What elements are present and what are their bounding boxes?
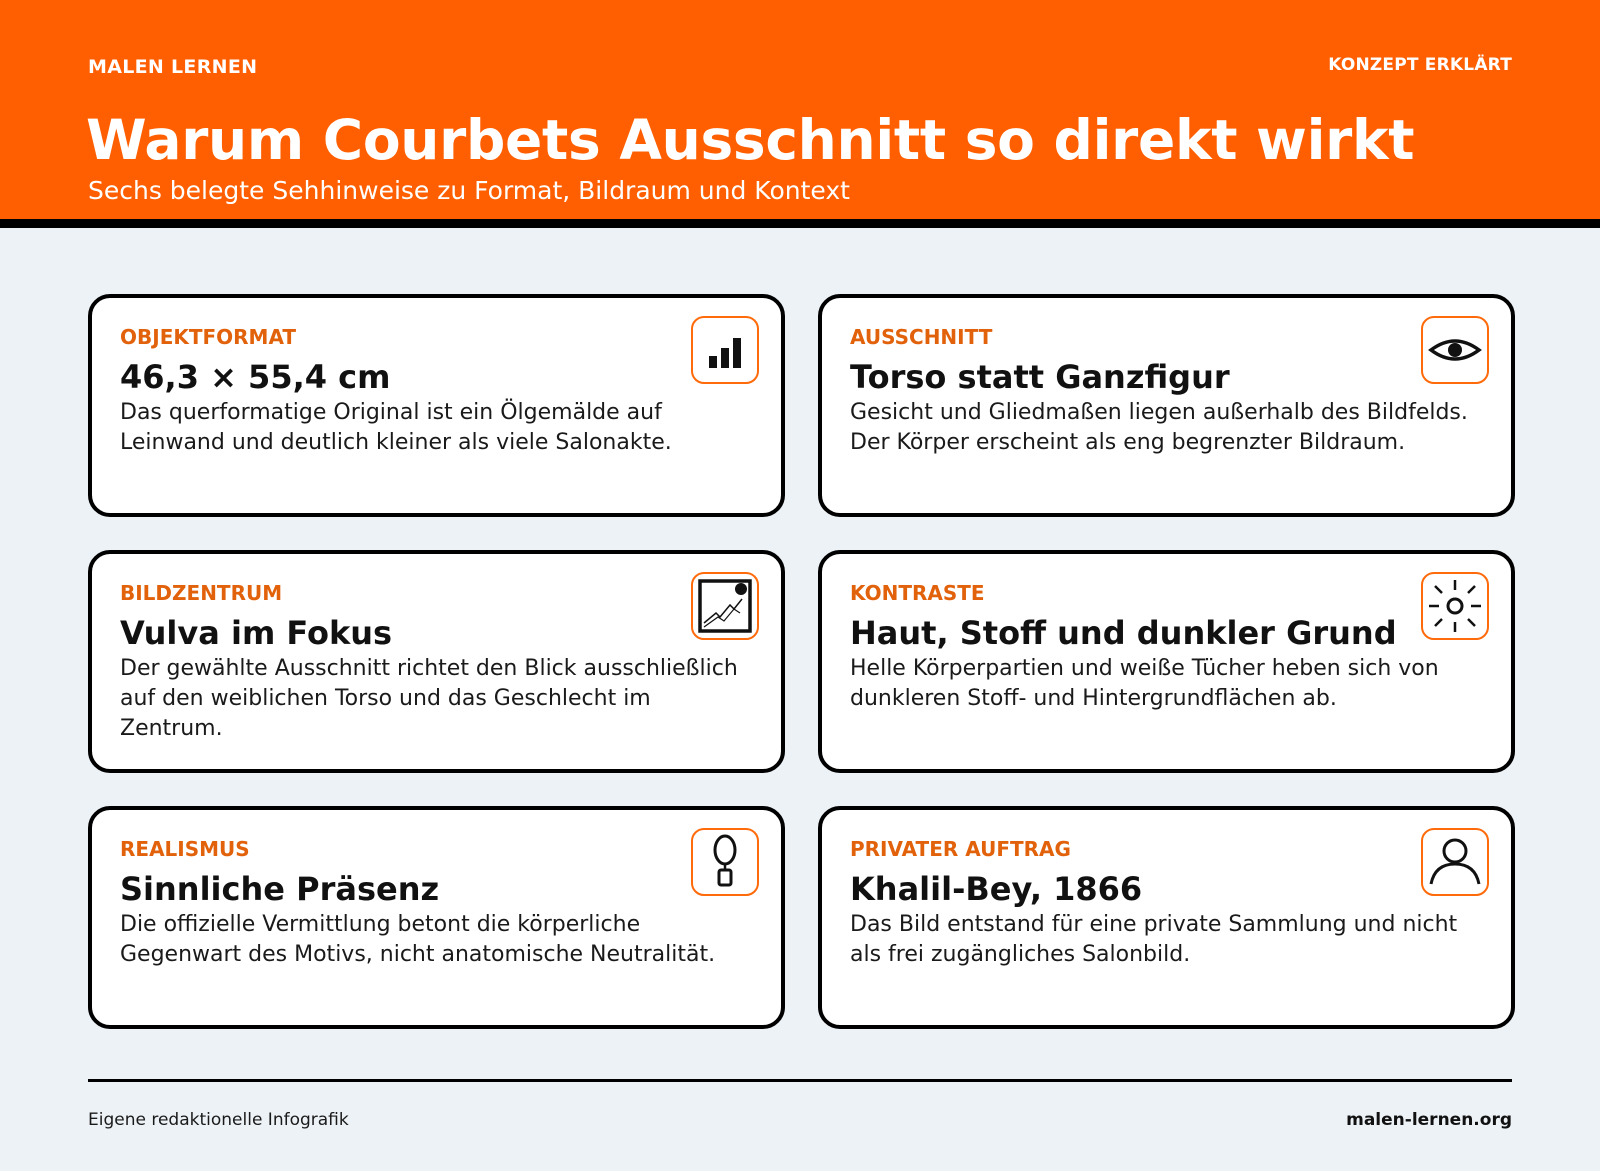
sun-icon xyxy=(1421,572,1489,640)
card-privater-auftrag xyxy=(818,806,1515,1029)
card-bildzentrum xyxy=(88,550,785,773)
card-label: PRIVATER AUFTRAG xyxy=(850,837,1071,861)
card-realismus xyxy=(88,806,785,1029)
card-heading: Vulva im Fokus xyxy=(120,614,393,652)
card-body: Helle Körperpartien und weiße Tücher heben sich von dunkleren Stoff- und Hintergrundflächen ab. xyxy=(850,656,1439,711)
brand-name: MALEN LERNEN xyxy=(88,56,258,78)
bar-chart-icon xyxy=(691,316,759,384)
eye-icon xyxy=(1421,316,1489,384)
person-icon xyxy=(1421,828,1489,896)
card-ausschnitt xyxy=(818,294,1515,517)
card-label: OBJEKTFORMAT xyxy=(120,325,297,349)
footer-credit: Eigene redaktionelle Infografik xyxy=(88,1110,349,1130)
card-heading: Khalil-Bey, 1866 xyxy=(850,870,1143,908)
lightbulb-icon xyxy=(691,828,759,896)
card-body: Das Bild entstand für eine private Sammlung und nicht als frei zugängliches Salonbild. xyxy=(850,912,1458,967)
header-banner xyxy=(0,0,1600,228)
page-subtitle: Sechs belegte Sehhinweise zu Format, Bildraum und Kontext xyxy=(88,176,850,205)
page-title: Warum Courbets Ausschnitt so direkt wirkt xyxy=(86,108,1415,172)
card-label: AUSSCHNITT xyxy=(850,325,993,349)
card-body: Der gewählte Ausschnitt richtet den Blick ausschließlich auf den weiblichen Torso und das Geschlecht im Zentrum. xyxy=(120,656,738,741)
card-heading: 46,3 × 55,4 cm xyxy=(120,358,391,396)
image-icon xyxy=(691,572,759,640)
header-kicker: KONZEPT ERKLÄRT xyxy=(1328,55,1512,75)
card-kontraste xyxy=(818,550,1515,773)
card-body: Gesicht und Gliedmaßen liegen außerhalb des Bildfelds. Der Körper erscheint als eng begrenzter Bildraum. xyxy=(850,400,1468,455)
footer-site-link[interactable]: malen-lernen.org xyxy=(1346,1110,1512,1130)
footer-divider xyxy=(88,1079,1512,1082)
card-heading: Torso statt Ganzfigur xyxy=(850,358,1230,396)
card-label: REALISMUS xyxy=(120,837,250,861)
card-body: Die offizielle Vermittlung betont die körperliche Gegenwart des Motivs, nicht anatomische Neutralität. xyxy=(120,912,716,967)
card-label: KONTRASTE xyxy=(850,581,985,605)
card-objektformat xyxy=(88,294,785,517)
card-heading: Sinnliche Präsenz xyxy=(120,870,440,908)
card-label: BILDZENTRUM xyxy=(120,581,283,605)
card-heading: Haut, Stoff und dunkler Grund xyxy=(850,614,1397,652)
card-body: Das querformatige Original ist ein Ölgemälde auf Leinwand und deutlich kleiner als viele Salonakte. xyxy=(120,400,672,455)
